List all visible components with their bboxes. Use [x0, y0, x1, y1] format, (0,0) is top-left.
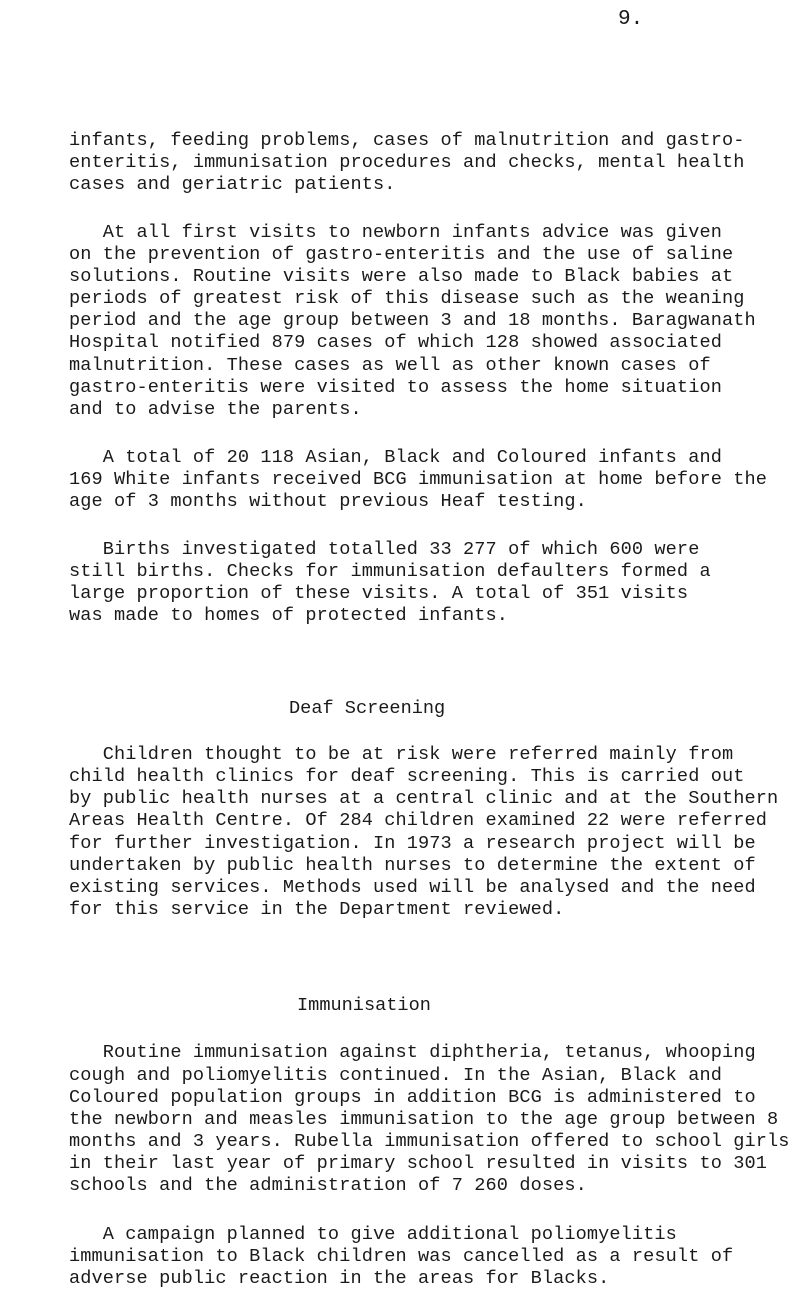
text-line: age of 3 months without previous Heaf testing. — [69, 491, 587, 513]
text-line: A total of 20 118 Asian, Black and Coloured infants and — [69, 447, 722, 468]
text-line: Births investigated totalled 33 277 of which 600 were — [69, 538, 700, 560]
text-line: adverse public reaction in the areas for Blacks. — [69, 1267, 610, 1289]
text-line: Coloured population groups in addition BCG is administered to — [69, 1086, 756, 1108]
text-line: large proportion of these visits. A total of 351 visits — [69, 582, 689, 604]
text-line: child health clinics for deaf screening. This is carried out — [69, 765, 745, 787]
text-line: Hospital notified 879 cases of which 128 showed associated — [69, 332, 722, 354]
text-line: and to advise the parents. — [69, 399, 362, 420]
section-heading-immunisation: Immunisation — [297, 995, 431, 1017]
text-line: for this service in the Department reviewed. — [69, 899, 565, 920]
page-number: 9. — [618, 8, 644, 31]
text-line: by public health nurses at a central clinic and at the Southern — [69, 788, 779, 810]
text-line: on the prevention of gastro-enteritis and the use of saline — [69, 243, 734, 265]
text-line: cases and geriatric patients. — [69, 174, 396, 196]
text-line: infants, feeding problems, cases of malnutrition and gastro- — [69, 130, 745, 151]
text-line: periods of greatest risk of this disease such as the weaning — [69, 288, 745, 310]
text-line: Routine immunisation against diphtheria, tetanus, whooping — [69, 1042, 756, 1064]
text-line: Children thought to be at risk were referred mainly from — [69, 743, 734, 765]
section-heading-deaf-screening: Deaf Screening — [289, 698, 446, 720]
text-line: Areas Health Centre. Of 284 children examined 22 were referred — [69, 810, 767, 832]
text-line: immunisation to Black children was cancelled as a result of — [69, 1245, 734, 1267]
text-line: gastro-enteritis were visited to assess the home situation — [69, 376, 722, 398]
text-line: A campaign planned to give additional poliomyelitis — [69, 1223, 677, 1245]
text-line: existing services. Methods used will be analysed and the need — [69, 876, 756, 898]
text-line: solutions. Routine visits were also made to Black babies at — [69, 265, 734, 287]
text-line: enteritis, immunisation procedures and checks, mental health — [69, 152, 745, 174]
text-line: cough and poliomyelitis continued. In the Asian, Black and — [69, 1064, 722, 1086]
text-line: for further investigation. In 1973 a research project will be — [69, 832, 756, 854]
text-line: undertaken by public health nurses to determine the extent of — [69, 854, 756, 876]
text-line: months and 3 years. Rubella immunisation offered to school girls — [69, 1131, 790, 1152]
text-line: 169 White infants received BCG immunisation at home before the — [69, 469, 767, 491]
text-line: in their last year of primary school resulted in visits to 301 — [69, 1153, 767, 1175]
text-line: malnutrition. These cases as well as other known cases of — [69, 354, 711, 376]
text-line: period and the age group between 3 and 18 months. Baragwanath — [69, 310, 756, 332]
text-line: was made to homes of protected infants. — [69, 605, 509, 627]
text-line: schools and the administration of 7 260 doses. — [69, 1175, 587, 1197]
text-line: the newborn and measles immunisation to the age group between 8 — [69, 1108, 779, 1130]
text-line: At all first visits to newborn infants advice was given — [69, 221, 722, 243]
text-line: still births. Checks for immunisation defaulters formed a — [69, 560, 711, 582]
